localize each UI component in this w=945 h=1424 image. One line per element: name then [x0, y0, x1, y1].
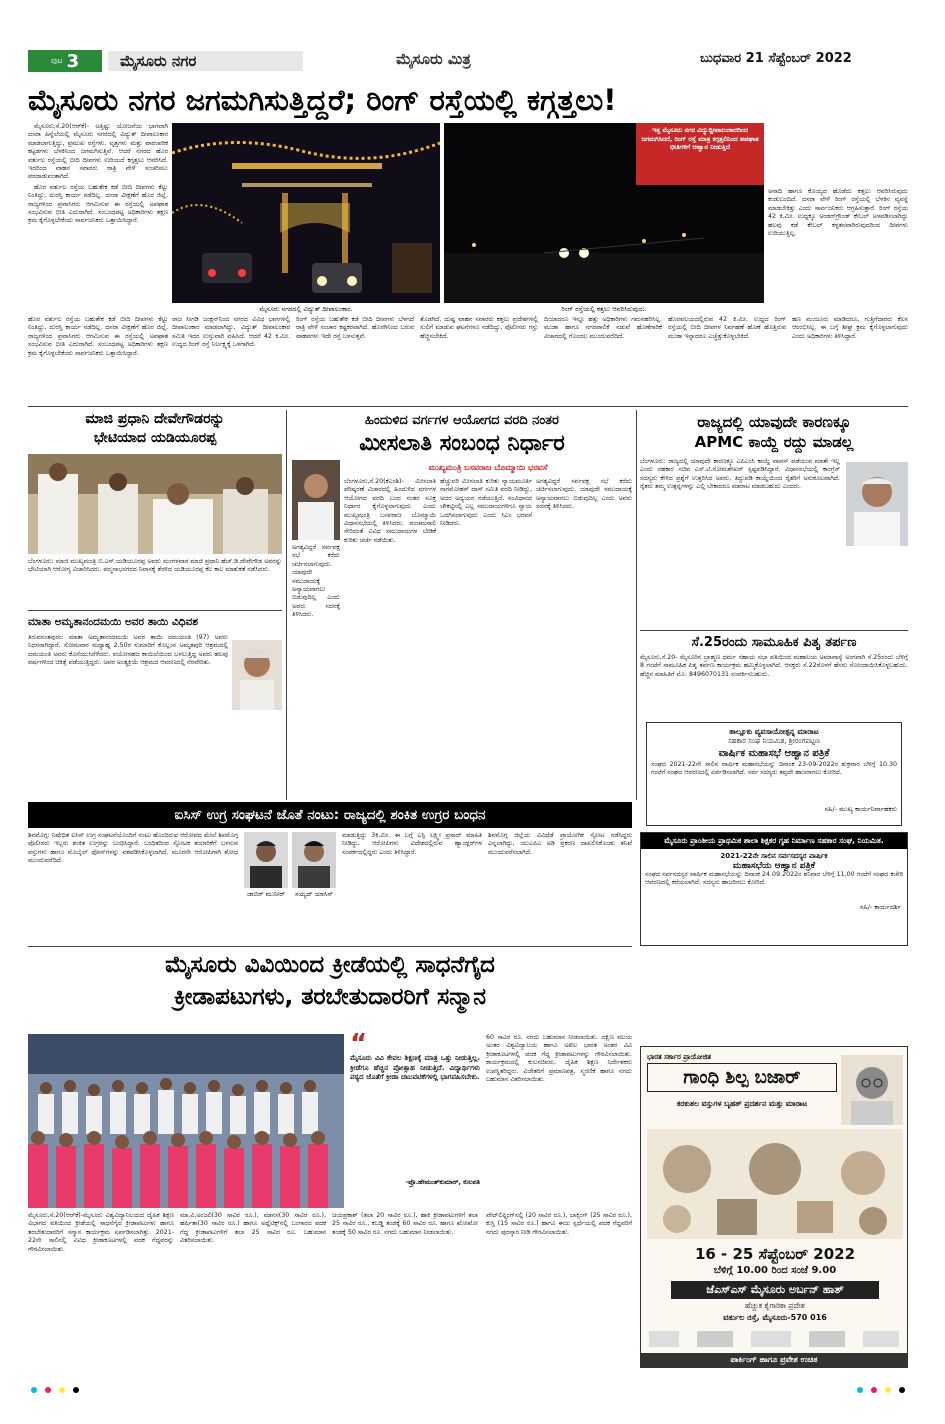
lead-photo-lights-caption: ಮೈಸೂರು ನಗರದಲ್ಲಿ ವಿದ್ಯುತ್ ದೀಪಾಲಂಕಾರ.: [259, 305, 353, 313]
obc-headline: ಮೀಸಲಾತಿ ಸಂಬಂಧ ನಿರ್ಧಾರ: [359, 431, 565, 456]
apmc-headline-2: APMC ಕಾಯ್ದೆ ರದ್ದು ಮಾಡಲ್ಲ: [694, 433, 854, 451]
lead-headline: ಮೈಸೂರು ನಗರ ಜಗಮಗಿಸುತ್ತಿದ್ದರೆ; ರಿಂಗ್ ರಸ್ತೆಯಲ್ಲಿ ಕಗ್ಗತ್ತಲು!: [28, 83, 617, 117]
yeddy-headline-2: ಭೇಟಿಯಾದ ಯಡಿಯೂರಪ್ಪ: [93, 430, 217, 446]
divider: [28, 610, 282, 611]
lead-col1: [28, 123, 168, 313]
isis-photo-1: [244, 832, 288, 888]
lead-col1-text: ಮೈಸೂರು,ಸೆ.20(ಆರ್‌ಕೆ)- ಅತ್ತಿಷ್ಟು ಯೋಜನೆಯ ಭಾಗವಾಗಿ ದಸರಾ ಹಿನ್ನೆಲೆಯಲ್ಲಿ ಮೈಸೂರು ನಗರದಲ್ಲಿ ವಿದ್ಯುತ್ ದೀಪಾಲಂಕಾರ ಮಾಡಲಾಗುತ್ತಿದ್ದು, ಪ್ರಮುಖ ರಸ್ತೆಗಳು, ವೃತ್ತಗಳು ಮತ್ತು ಪಾರಂಪರಿಕ ಕಟ್ಟಡಗಳು ಬೆಳಕಿನಿಂದ ಜಗಮಗಿಸುತ್ತಿವೆ. ಆದರೆ ನಗರದ ಹೊರ ವರ್ತುಲ ರಸ್ತೆಯಲ್ಲಿ ಬೀದಿ ದೀಪಗಳು ಉರಿಯದೆ ಕಗ್ಗತ್ತಲು ಆವರಿಸಿದೆ. ಇದರಿಂದ ವಾಹನ ಸವಾರರು ರಾತ್ರಿ ವೇಳೆ ಸಂಚರಿಸಲು ಪರದಾಡುವಂತಾಗಿದೆ.: [28, 123, 168, 181]
ad2-sub: 2021-22ನೇ ಸಾಲಿನ ಸರ್ವಸದಸ್ಯರ ವಾರ್ಷಿಕ: [720, 852, 828, 860]
obit-headline: ಮಾತಾ ಅಮೃತಾನಂದಮಯಿ ಅವರ ತಾಯಿ ವಿಧಿವಶ: [28, 616, 199, 628]
isis-col1: ಶಿವಮೊಗ್ಗ: ನಿಷೇಧಿತ ಐಸಿಸ್ ಉಗ್ರ ಸಂಘಟನೆಯೊಂದಿಗೆ ನಂಟು ಹೊಂದಿರುವ ಆರೋಪದ ಮೇಲೆ ಶಿವಮೊಗ್ಗ ಪೊಲೀಸರು ಇಬ್ಬರು ಶಂಕಿತ ಉಗ್ರರನ್ನು ಬಂಧಿಸಿದ್ದಾರೆ. ಬಂಧಿತರಿಂದ ಸ್ಫೋಟಕ ತಯಾರಿಕೆಗೆ ಬಳಸುವ ವಸ್ತುಗಳು ಹಾಗೂ ಮೊಬೈಲ್ ಫೋನ್‌ಗಳನ್ನು ವಶಪಡಿಸಿಕೊಳ್ಳಲಾಗಿದೆ. ಮೂರನೇ ಆರೋಪಿಗಾಗಿ ಶೋಧ ಮುಂದುವರೆದಿದೆ.: [28, 832, 238, 865]
portrait-image: [232, 640, 282, 710]
ad2-title: ಮೈಸೂರು ಪ್ರಾಂತೀಯ ಪ್ರಾಥಮಿಕ ಶಾಲಾ ಶಿಕ್ಷಕರ ಗೃಹ ನಿರ್ಮಾಣ ಸಹಕಾರ ಸಂಘ, ನಿಯಮಿತ.: [641, 833, 907, 849]
sports-col: ವೇಟ್‌ಲಿಫ್ಟಿಂಗ್‌ನಲ್ಲಿ (20 ಸಾವಿರ ರೂ.), ಬಾಕ್ಸಿಂಗ್ (25 ಸಾವಿರ ರೂ.), ಕುಸ್ತಿ (15 ಸಾವಿರ ರೂ.) ಹಾಗೂ ಈಜು ಸ್ಪರ್ಧೆಯಲ್ಲಿ ಪದಕ ಗೆದ್ದವರಿಗೆ ನಗದು ಪುರಸ್ಕಾರ ನೀಡಿ ಗೌರವಿಸಲಾಯಿತು.: [486, 1212, 632, 1236]
sports-col-right: 60 ಸಾವಿರ ರೂ. ನಗದು ಬಹುಮಾನ ನೀಡಲಾಯಿತು. ದಕ್ಷಿಣ ವಲಯ ಅಂತರ ವಿಶ್ವವಿದ್ಯಾಲಯ ಹಾಗೂ ಅಖಿಲ ಭಾರತ ಅಂತರ ವಿವಿ ಕ್ರೀಡಾಕೂಟಗಳಲ್ಲಿ ಪದಕ ಗೆದ್ದ ಕ್ರೀಡಾಪಟುಗಳನ್ನು ಗೌರವಿಸಲಾಯಿತು. ಕಾರ್ಯಕ್ರಮದಲ್ಲಿ ಕುಲಸಚಿವರು, ದೈಹಿಕ ಶಿಕ್ಷಣ ನಿರ್ದೇಶಕರು ಉಪಸ್ಥಿತರಿದ್ದರು. ವಿಜೇತರಿಗೆ ಪ್ರಮಾಣಪತ್ರ, ಸ್ಮರಣಿಕೆ ಹಾಗೂ ನಗದು ಬಹುಮಾನ ವಿತರಿಸಲಾಯಿತು.: [486, 1034, 632, 1084]
sports-photo: [28, 1034, 344, 1208]
illuminated-street-image: [172, 123, 440, 303]
isis-headline-bar: [28, 802, 632, 828]
page-label: ಪುಟ: [50, 56, 63, 65]
page-number: 3: [66, 50, 80, 72]
ad3-title: ಗಾಂಧಿ ಶಿಲ್ಪ ಬಜಾರ್: [647, 1063, 837, 1092]
divider: [640, 630, 908, 631]
gandhi-portrait-icon: [841, 1055, 903, 1125]
apmc-photo: [846, 462, 908, 546]
ad3-time: ಬೆಳಿಗ್ಗೆ 10.00 ರಿಂದ ಸಂಜೆ 9.00: [713, 1265, 837, 1276]
sports-quote-box: [350, 1029, 480, 1208]
ad3-dates: 16 - 25 ಸೆಪ್ಟೆಂಬರ್ 2022: [694, 1245, 856, 1263]
felicitation-group-image: [28, 1034, 344, 1208]
handicrafts-collage-image: [647, 1129, 903, 1239]
divider: [28, 406, 908, 407]
obit-body: ತಿರುವನಂತಪುರಂ: ಮಾತಾ ಅಮೃತಾನಂದಮಯಿ ಅವರ ತಾಯಿ ದಮಯಂತಿ (97) ಅವರು ನಿಧನರಾಗಿದ್ದಾರೆ. ಸೋಮವಾರ ಮಧ್ಯಾಹ್ನ 2.50ರ ಸುಮಾರಿಗೆ ಕೊಲ್ಲಂನ ಅಮೃತಪುರಿ ಆಶ್ರಮದಲ್ಲಿ ದಮಯಂತಿ ಅವರು ಕೊನೆಯುಸಿರೆಳೆದರು. ವಯೋಸಹಜ ಕಾಯಿಲೆಯಿಂದ ಬಳಲುತ್ತಿದ್ದ ಅವರು ಹಲವು ವರ್ಷಗಳಿಂದ ಚಿಕಿತ್ಸೆ ಪಡೆಯುತ್ತಿದ್ದರು. ಅವರ ಅಂತ್ಯಕ್ರಿಯೆ ಆಶ್ರಮದ ಆವರಣದಲ್ಲಿ ನೆರವೇರಿತು.: [28, 634, 228, 667]
obc-col1: ಬೆಂಗಳೂರು,ಸೆ.20(ಕೆಎಂಶಿ)- ಮೀಸಲಾತಿ ಪರಿಷ್ಕರಣೆ ವಿಚಾರದಲ್ಲಿ ಹಿಂದುಳಿದ ವರ್ಗಗಳ ಆಯೋಗದ ವರದಿ ಬಂದ ನಂತರ ಸೂಕ್ತ ನಿರ್ಧಾರ ಕೈಗೊಳ್ಳಲಾಗುವುದು ಎಂದು ಮುಖ್ಯಮಂತ್ರಿ ಬಸವರಾಜ ಬೊಮ್ಮಾಯಿ ವಿಧಾನಸಭೆಯಲ್ಲಿ ತಿಳಿಸಿದರು. ಪಂಚಮಸಾಲಿ ಸೇರಿದಂತೆ ವಿವಿಧ ಸಮುದಾಯಗಳ ಬೇಡಿಕೆ ಕುರಿತು ಚರ್ಚೆ ನಡೆಯಿತು.: [344, 478, 436, 544]
quote-mark-icon: “: [350, 1029, 368, 1059]
ad-agri-coop: [646, 722, 902, 826]
lead-col1-more: ಹೊರ ವರ್ತುಲ ರಸ್ತೆಯ ಬಹುತೇಕ ಕಡೆ ಬೀದಿ ದೀಪಗಳು ಕೆಟ್ಟು ನಿಂತಿದ್ದು, ದುರಸ್ತಿ ಕಾರ್ಯ ನಡೆದಿಲ್ಲ. ದಸರಾ ವೀಕ್ಷಣೆಗೆ ಹೊರ ಜಿಲ್ಲೆ, ರಾಜ್ಯಗಳಿಂದ ಪ್ರವಾಸಿಗರು ಆಗಮಿಸುವ ಈ ರಸ್ತೆಯಲ್ಲಿ ಅಪಘಾತ ಸಂಭವಿಸುವ ಭೀತಿ ಎದುರಾಗಿದೆ. ಸಂಬಂಧಪಟ್ಟ ಅಧಿಕಾರಿಗಳು ತಕ್ಷಣ ಕ್ರಮ ಕೈಗೊಳ್ಳಬೇಕೆಂದು ಸಾರ್ವಜನಿಕರು ಒತ್ತಾಯಿಸಿದ್ದಾರೆ.: [28, 183, 168, 225]
obit-photo: [232, 640, 282, 710]
yeddy-headline-1: ಮಾಜಿ ಪ್ರಧಾನಿ ದೇವೇಗೌಡರನ್ನು: [85, 411, 225, 427]
ad3-entry: ಹೆಚ್ಚುಕ ಕೈಗಾರಿಕಾ ಪ್ರದೇಶ: [744, 1301, 806, 1310]
section-name: ಮೈಸೂರು ನಗರ: [108, 51, 303, 71]
ad3-address: ವರ್ತುಲ ರಸ್ತೆ, ಮೈಸೂರು-570 016: [723, 1313, 827, 1322]
issue-date: ಬುಧವಾರ 21 ಸೆಪ್ಟೆಂಬರ್ 2022: [700, 51, 852, 66]
obc-col2: ಹೆಚ್ಚುವರಿ ಮೀಸಲಾತಿ ಕುರಿತು ನ್ಯಾಯಮೂರ್ತಿ ನಾಗಮೋಹನ್ ದಾಸ್ ಸಮಿತಿ ವರದಿ ನೀಡಿದ್ದು, ಅದರ ಅಧ್ಯಯನ ನಡೆಯುತ್ತಿದೆ. ಸಂವಿಧಾನದ ಚೌಕಟ್ಟಿನಲ್ಲಿ ಎಲ್ಲ ಸಮುದಾಯಗಳಿಗೂ ನ್ಯಾಯ ಒದಗಿಸಲಾಗುವುದು ಎಂದು ಸಿಎಂ ಭರವಸೆ ನೀಡಿದರು.: [440, 478, 532, 528]
sponsor-logos: [647, 1329, 903, 1349]
ad3-footer: ಪಾರ್ಕಿಂಗ್ ಹಾಗೂ ಪ್ರವೇಶ ಉಚಿತ: [641, 1353, 907, 1367]
apmc-headline-1: ರಾಜ್ಯದಲ್ಲಿ ಯಾವುದೇ ಕಾರಣಕ್ಕೂ: [697, 413, 851, 431]
obc-byline: ಮುಖ್ಯಮಂತ್ರಿ ಬಸವರಾಜ ಬೊಮ್ಮಾಯಿ ಭರವಸೆ: [428, 463, 548, 472]
tarpana-body: ಮೈಸೂರು,ಸೆ.20- ಮೈಸೂರಿನ ಬ್ರಾಹ್ಮಣ ಧರ್ಮ ಸಹಾಯ ಸಭಾ ವತಿಯಿಂದ ಮಹಾಲಯ ಅಮಾವಾಸ್ಯೆ ಅಂಗವಾಗಿ ಸೆ.25ರಂದು ಬೆಳಿಗ್ಗೆ 8 ಗಂಟೆಗೆ ಸಾಮೂಹಿಕ ಪಿತೃ ತರ್ಪಣ ಕಾರ್ಯಕ್ರಮ ಹಮ್ಮಿಕೊಳ್ಳಲಾಗಿದೆ. ಆಸಕ್ತರು ಸೆ.22ರೊಳಗೆ ಹೆಸರು ನೋಂದಾಯಿಸಿಕೊಳ್ಳಬಹುದು. ಹೆಚ್ಚಿನ ಮಾಹಿತಿಗೆ ಮೊ: 8496070131 ಸಂಪರ್ಕಿಸಬಹುದು.: [640, 654, 908, 678]
isis-col3: ಶಿವಮೊಗ್ಗ ಜಿಲ್ಲೆಯ ವಿವಿಧೆಡೆ ಪ್ರಾಯೋಗಿಕ ಸ್ಫೋಟ ನಡೆಸಿದ್ದರು ಎನ್ನಲಾಗಿದ್ದು, ಯುಎಪಿಎ ಅಡಿ ಪ್ರಕರಣ ದಾಖಲಿಸಿಕೊಂಡು ತನಿಖೆ ಮುಂದುವರೆಸಲಾಗಿದೆ.: [488, 832, 632, 856]
column-rule: [636, 410, 637, 800]
ad1-title: ವಾರ್ಷಿಕ ಮಹಾಸಭೆ ಆಹ್ವಾನ ಪತ್ರಿಕೆ: [718, 748, 830, 759]
sports-quote-author: -ಪ್ರೊ.ಹೇಮಂತ್‌ಕುಮಾರ್, ಕುಲಪತಿ: [405, 1178, 480, 1186]
ad2-body: ಸಂಘದ ಸರ್ವಸದಸ್ಯರ ವಾರ್ಷಿಕ ಮಹಾಸಭೆಯನ್ನು ದಿನಾಂಕ 24.09.2022ರ ಶನಿವಾರ ಬೆಳಿಗ್ಗೆ 11.00 ಗಂಟೆಗೆ ಸಂಘದ ಕಚೇರಿ ಆವರಣದಲ್ಲಿ ಕರೆಯಲಾಗಿದೆ. ಸದಸ್ಯರು ಹಾಜರಿರಲು ಕೋರಿದೆ.: [645, 871, 903, 887]
divider: [28, 946, 632, 947]
lead-bottom-col: ರಾಜ ಸೀಗಡಿ ಜಂಕ್ಷನ್‌ನಿಂದ ನಗರದ ವಿವಿಧ ಭಾಗಗಳಲ್ಲಿ ದೀಪಾಲಂಕಾರ ಮಾಡಲಾಗಿದ್ದು, ವಿದ್ಯುತ್ ದೀಪಾಲಂಕಾರ ಸಮಿತಿ ಇದರ ಉಸ್ತುವಾರಿ ವಹಿಸಿದೆ. ಆದರೆ 42 ಕಿ.ಮೀ. ಉದ್ದದ ರಿಂಗ್ ರಸ್ತೆ ನಿರ್ಲಕ್ಷ್ಯಕ್ಕೆ ಒಳಗಾಗಿದೆ.: [172, 316, 290, 349]
lead-photo-lights: [172, 123, 440, 303]
masthead: ಮೈಸೂರು ಮಿತ್ರ: [396, 50, 471, 68]
yeddy-photo: [28, 454, 282, 554]
isis-headline: ಐಸಿಸ್ ಉಗ್ರ ಸಂಘಟನೆ ಜೊತೆ ನಂಟು: ರಾಜ್ಯದಲ್ಲಿ ಶಂಕಿತ ಉಗ್ರರ ಬಂಧನ: [174, 807, 486, 823]
isis-photo-1-caption: ಜಾಬಿರ್ ಮುನೀರ್: [247, 890, 285, 898]
yeddy-body: ಬೆಂಗಳೂರು: ಮಾಜಿ ಮುಖ್ಯಮಂತ್ರಿ ಬಿ.ಎಸ್.ಯಡಿಯೂರಪ್ಪ ಅವರು ಮಂಗಳವಾರ ಮಾಜಿ ಪ್ರಧಾನಿ ಹೆಚ್.ಡಿ.ದೇವೇಗೌಡ ಅವರನ್ನು ಭೇಟಿಯಾಗಿ ಆರೋಗ್ಯ ವಿಚಾರಿಸಿದರು. ಪದ್ಮನಾಭನಗರದ ನಿವಾಸಕ್ಕೆ ತೆರಳಿದ ಯಡಿಯೂರಪ್ಪ ಕೆಲ ಕಾಲ ಮಾತುಕತೆ ನಡೆಸಿದರು.: [28, 558, 282, 574]
chief-minister-portrait: [292, 460, 340, 540]
sports-col: ಮೈಸೂರು,ಸೆ.20(ಆರ್‌ಕೆ)-ಮೈಸೂರು ವಿಶ್ವವಿದ್ಯಾನಿಲಯದ ದೈಹಿಕ ಶಿಕ್ಷಣ ವಿಭಾಗದ ವತಿಯಿಂದ ಕ್ರೀಡೆಯಲ್ಲಿ ಸಾಧನೆಗೈದ ಕ್ರೀಡಾಪಟುಗಳು ಹಾಗೂ ತರಬೇತುದಾರರಿಗೆ ಸನ್ಮಾನ ಕಾರ್ಯಕ್ರಮ ಏರ್ಪಡಿಸಲಾಗಿತ್ತು. 2021-22ನೇ ಸಾಲಿನಲ್ಲಿ ವಿವಿಧ ಕ್ರೀಡಾಕೂಟಗಳಲ್ಲಿ ಪದಕ ಗೆದ್ದವರನ್ನು ಗೌರವಿಸಲಾಯಿತು.: [28, 1212, 174, 1253]
sports-quote: ಮೈಸೂರು ವಿವಿ ಕೇವಲ ಶಿಕ್ಷಣಕ್ಕೆ ಮಾತ್ರ ಒತ್ತು ನೀಡುತ್ತಿಲ್ಲ. ಕ್ರೀಡೆಗೂ ಹೆಚ್ಚಿನ ಪ್ರೋತ್ಸಾಹ ನೀಡುತ್ತಿದೆ. ವಿದ್ಯಾರ್ಥಿಗಳು ಪಠ್ಯದ ಜೊತೆಗೆ ಕ್ರೀಡಾ ಚಟುವಟಿಕೆಗಳಲ್ಲಿ ಭಾಗವಹಿಸಬೇಕು.: [350, 1054, 480, 1081]
tarpana-headline: ಸೆ.25ರಂದು ಸಾಮೂಹಿಕ ಪಿತೃ ತರ್ಪಣ: [691, 635, 857, 650]
isis-col2: ಮಾಡುತ್ತಿದ್ದು 3ಕಿ.ಮೀ. ಈ ಬಗ್ಗೆ ಎಸ್ಪಿ ಲಕ್ಷ್ಮೀ ಪ್ರಸಾದ್ ಮಾಹಿತಿ ನೀಡಿದ್ದು, ಆರೋಪಿಗಳು ವಿದೇಶದಲ್ಲಿರುವ ಹ್ಯಾಂಡ್ಲರ್‌ಗಳ ಸಂಪರ್ಕದಲ್ಲಿದ್ದರು ಎಂದು ತಿಳಿಸಿದ್ದಾರೆ.: [342, 832, 482, 856]
ad1-sign: ಸಹಿ/- ಮುಖ್ಯ ಕಾರ್ಯನಿರ್ವಾಹಕರು: [824, 805, 897, 813]
meeting-photo-image: [28, 454, 282, 554]
ad2-sign: ಸಹಿ/- ಕಾರ್ಯದರ್ಶಿ: [859, 903, 901, 911]
column-rule: [286, 410, 287, 800]
minister-portrait: [846, 462, 908, 546]
lead-col1-bottom: ಹೊರ ವರ್ತುಲ ರಸ್ತೆಯ ಬಹುತೇಕ ಕಡೆ ಬೀದಿ ದೀಪಗಳು ಕೆಟ್ಟು ನಿಂತಿದ್ದು, ದುರಸ್ತಿ ಕಾರ್ಯ ನಡೆದಿಲ್ಲ. ದಸರಾ ವೀಕ್ಷಣೆಗೆ ಹೊರ ಜಿಲ್ಲೆ, ರಾಜ್ಯಗಳಿಂದ ಪ್ರವಾಸಿಗರು ಆಗಮಿಸುವ ಈ ರಸ್ತೆಯಲ್ಲಿ ಅಪಘಾತ ಸಂಭವಿಸುವ ಭೀತಿ ಎದುರಾಗಿದೆ. ಸಂಬಂಧಪಟ್ಟ ಅಧಿಕಾರಿಗಳು ತಕ್ಷಣ ಕ್ರಮ ಕೈಗೊಳ್ಳಬೇಕೆಂದು ಸಾರ್ವಜನಿಕರು ಒತ್ತಾಯಿಸಿದ್ದಾರೆ.: [28, 316, 168, 357]
page-header: [28, 48, 908, 74]
lead-bottom-col: ಹೊರವಲಯದಲ್ಲಿರುವ 42 ಕಿ.ಮೀ. ಉದ್ದದ ರಿಂಗ್ ರಸ್ತೆಯಲ್ಲಿ ಬೀದಿ ದೀಪಗಳ ನಿರ್ವಹಣೆ ಹೊಣೆ ಹೊತ್ತಿರುವ ಮುಡಾ ಇನ್ನಾದರೂ ಎಚ್ಚೆತ್ತುಕೊಳ್ಳಬೇಕಿದೆ.: [668, 316, 786, 340]
lead-bottom-col: ಹಣ ಮಂಜೂರು ಮಾಡಿದರೂ, ಗುತ್ತಿಗೆದಾರರು ಕೆಲಸ ಆರಂಭಿಸಿಲ್ಲ. ಈ ಬಗ್ಗೆ ಶೀಘ್ರ ಕ್ರಮ ಕೈಗೊಳ್ಳಲಾಗುವುದು ಎಂದು ಅಧಿಕಾರಿಗಳು ತಿಳಿಸಿದ್ದಾರೆ.: [792, 316, 908, 340]
isis-photo-2-caption: ಸಯ್ಯದ್ ಯಾಸಿನ್: [294, 890, 334, 898]
sports-col: ಮಾ.ವಿ.ಅಂಜಲಿ(30 ಸಾವಿರ ರೂ.), ಮಾನಸ(30 ಸಾವಿರ ರೂ.), ಹರ್ಷಿತಾ(30 ಸಾವಿರ ರೂ.) ಹಾಗೂ ಅಥ್ಲೆಟಿಕ್ಸ್‌ನಲ್ಲಿ ಬಂಗಾರದ ಪದಕ ಗೆದ್ದ ಕ್ರೀಡಾಪಟುಗಳಿಗೆ ತಲಾ 25 ಸಾವಿರ ರೂ. ಬಹುಮಾನ ವಿತರಿಸಲಾಯಿತು.: [180, 1212, 326, 1245]
obc-col0: ಅಗತ್ಯವಿದ್ದರೆ ಸರ್ವಪಕ್ಷ ಸಭೆ ಕರೆದು ಚರ್ಚಿಸಲಾಗುವುದು. ಯಾವುದೇ ಸಮುದಾಯಕ್ಕೆ ಅನ್ಯಾಯವಾಗಲು ಬಿಡುವುದಿಲ್ಲ ಎಂದು ಅವರು ಸದನಕ್ಕೆ ತಿಳಿಸಿದರು.: [292, 544, 340, 619]
lead-right-col: ಅನಾದಿ ಹಾಗೂ ಕೊಯ್ಯದ ಹೊಡೆದು ಕತ್ತಲು ಆವರಿಸಿರುವುದು ಕಂಡುಬಂದಿದೆ. ದಸರಾ ವೇಳೆ ರಿಂಗ್ ರಸ್ತೆಯಲ್ಲಿ ಬೆಳಕಿನ ವ್ಯವಸ್ಥೆ ಮಾಡಬೇಕಿತ್ತು ಎಂದು ಸಾರ್ವಜನಿಕರು ಆಗ್ರಹಿಸುತ್ತಾರೆ. ರಿಂಗ್ ರಸ್ತೆಯ 42 ಕಿ.ಮೀ. ಉದ್ದಕ್ಕೂ ಅಂಡರ್‌ಗ್ರೌಂಡ್ ಕೇಬಲ್ ಅಳವಡಿಸಲಾಗಿದ್ದು ಹಲವು ಕಡೆ ಕೇಬಲ್ ಕಳ್ಳತನವಾಗಿರುವುದರಿಂದ ದೀಪಗಳು ಉರಿಯುತ್ತಿಲ್ಲ.: [768, 188, 908, 238]
lead-bottom-col: ರಿಂಗ್ ರಸ್ತೆಯ ಬಹುತೇಕ ಕಡೆ ಬೀದಿ ದೀಪಗಳು ಬೆಳಗದೆ ರಾತ್ರಿ ವೇಳೆ ಸಂಚಾರ ಕಷ್ಟಕರವಾಗಿದೆ. ಹೊರಗಿನಿಂದ ಬರುವ ವಾಹನಗಳು ಇದೇ ರಸ್ತೆ ಬಳಸುತ್ತವೆ.: [296, 316, 414, 340]
sports-col: ಜಯಪ್ರಕಾಶ್ (ತಲಾ 20 ಸಾವಿರ ರೂ.), ಹಾಕಿ ಕ್ರೀಡಾಪಟುಗಳಿಗೆ ತಲಾ 25 ಸಾವಿರ ರೂ., ಕಬಡ್ಡಿ ತಂಡಕ್ಕೆ 60 ಸಾವಿರ ರೂ. ಹಾಗೂ ಖೋಖೋ ತಂಡಕ್ಕೆ 50 ಸಾವಿರ ರೂ. ನಗದು ಬಹುಮಾನ ನೀಡಲಾಯಿತು.: [332, 1212, 478, 1236]
lead-bottom-col: ತೊಡಗಿದೆ. ದುಷ್ಟ ವಾಹನ ಸವಾರರು ಕತ್ತಲು ಪ್ರದೇಶಗಳಲ್ಲಿ ಸುಲಿಗೆ ಮಾಡುವ ಘಟನೆಗಳೂ ನಡೆದಿದ್ದು, ಪೊಲೀಸರು ಗಸ್ತು ಹೆಚ್ಚಿಸಬೇಕಿದೆ.: [420, 316, 538, 340]
ad-gandhi-shilp-bazaar: [640, 1046, 908, 1368]
isis-photo-2: [292, 832, 336, 888]
obc-col3: ಅಗತ್ಯವಿದ್ದರೆ ಸರ್ವಪಕ್ಷ ಸಭೆ ಕರೆದು ಚರ್ಚಿಸಲಾಗುವುದು. ಯಾವುದೇ ಸಮುದಾಯಕ್ಕೆ ಅನ್ಯಾಯವಾಗಲು ಬಿಡುವುದಿಲ್ಲ ಎಂದು ಅವರು ಸದನಕ್ಕೆ ತಿಳಿಸಿದರು.: [536, 478, 632, 511]
yeddy-headline-box: [28, 410, 282, 450]
lead-bottom-col: ದಿಯಾದರೂ ಇನ್ನೂ ಹತ್ತು ಅಧಿಕಾರಿಗಳು ಗಮನಹರಿಸಿಲ್ಲ. ಮುಡಾ ಹಾಗೂ ನಗರಪಾಲಿಕೆ ನಡುವೆ ಹೊಣೆಗಾರಿಕೆ ವಿಚಾರದಲ್ಲಿ ಗೊಂದಲ ಮುಂದುವರೆದಿದೆ.: [544, 316, 662, 340]
apmc-body: ಬೆಂಗಳೂರು: ರಾಜ್ಯದಲ್ಲಿ ಯಾವುದೇ ಕಾರಣಕ್ಕೂ ಎಪಿಎಂಸಿ ಕಾಯ್ದೆ ವಾಪಸ್ ಪಡೆಯುವ ಮಾತೇ ಇಲ್ಲ ಎಂದು ಸಹಕಾರ ಸಚಿವ ಎಸ್.ಟಿ.ಸೋಮಶೇಖರ್ ಸ್ಪಷ್ಟಪಡಿಸಿದ್ದಾರೆ. ವಿಧಾನಸಭೆಯಲ್ಲಿ ಕಾಂಗ್ರೆಸ್ ಸದಸ್ಯರು ಕೇಳಿದ ಪ್ರಶ್ನೆಗೆ ಉತ್ತರಿಸಿದ ಅವರು, ತಿದ್ದುಪಡಿ ಕಾಯ್ದೆಯಿಂದ ರೈತರಿಗೆ ಅನುಕೂಲವಾಗಿದೆ. ರೈತರು ತಮ್ಮ ಉತ್ಪನ್ನಗಳನ್ನು ಎಲ್ಲಿ ಬೇಕಾದರೂ ಮಾರಾಟ ಮಾಡಬಹುದು ಎಂದರು.: [640, 458, 840, 491]
ad1-line1: ತಾಲ್ಲೂಕು ವ್ಯವಸಾಯೋತ್ಪನ್ನ ಮಾರಾಟ: [729, 727, 819, 736]
obc-kicker: ಹಿಂದುಳಿದ ವರ್ಗಗಳ ಆಯೋಗದ ವರದಿ ನಂತರ: [365, 413, 559, 428]
ad3-top: ಭಾರತ ಸರ್ಕಾರ ಪ್ರಾಯೋಜಿತ: [647, 1053, 711, 1061]
ad1-line2: ಸಹಕಾರ ಸಂಘ ನಿಯಮಿತ, ಶ್ರೀರಂಗಪಟ್ಟಣ: [728, 737, 820, 745]
lead-callout: ಇತ್ತ ಮೈಸೂರು ನಗರ ವಿದ್ಯುದ್ದೀಪಾಲಂಕಾರದಿಂದ ಜಗಮಗಿಸಿದರೆ, ರಿಂಗ್ ರಸ್ತೆ ಮಾತ್ರ ಕಗ್ಗತ್ತಲಿನಿಂದ ಅಪಘಾತ ಭೀತಿಗಳಿಗೆ ಆಹ್ವಾನ ನೀಡುತ್ತಿದೆ: [636, 123, 764, 185]
lead-bottom-columns: [172, 316, 908, 402]
ad3-venue: ಜೆಎಸ್‌ಎಸ್ ಮೈಸೂರು ಅರ್ಬನ್ ಹಾತ್: [671, 1281, 879, 1299]
sports-headline-2: ಕ್ರೀಡಾಪಟುಗಳು, ತರಬೇತುದಾರರಿಗೆ ಸನ್ಮಾನ: [174, 984, 486, 1010]
lead-photo-dark: [444, 123, 764, 303]
ad1-body: ಸಂಘದ 2021-22ನೇ ಸಾಲಿನ ವಾರ್ಷಿಕ ಮಹಾಸಭೆಯನ್ನು ದಿನಾಂಕ 23-09-2022ರ ಶುಕ್ರವಾರ ಬೆಳಿಗ್ಗೆ 10.30 ಗಂಟೆಗೆ ಸಂಘದ ಆವರಣದಲ್ಲಿ ಏರ್ಪಡಿಸಲಾಗಿದೆ. ಸರ್ವ ಸದಸ್ಯರು ತಪ್ಪದೇ ಹಾಜರಾಗಲು ಕೋರಿದೆ.: [651, 761, 897, 777]
suspect-portrait-2: [292, 832, 336, 888]
registration-marks: [28, 1380, 908, 1390]
ad-teachers-coop: [640, 832, 908, 946]
suspect-portrait-1: [244, 832, 288, 888]
ad3-sub: ಕರಕುಶಲ ವಸ್ತುಗಳ ಬೃಹತ್ ಪ್ರದರ್ಶನ ಮತ್ತು ಮಾರಾಟ: [676, 1099, 808, 1108]
page-number-tab: [28, 50, 102, 72]
ad2-title2: ಮಹಾಸಭೆಯ ಆಹ್ವಾನ ಪತ್ರಿಕೆ: [732, 861, 816, 871]
sports-headline-1: ಮೈಸೂರು ವಿವಿಯಿಂದ ಕ್ರೀಡೆಯಲ್ಲಿ ಸಾಧನೆಗೈದ: [165, 952, 495, 978]
lead-photo-dark-caption: ರಿಂಗ್ ರಸ್ತೆಯಲ್ಲಿ ಕತ್ತಲು ಆವರಿಸಿರುವುದು.: [561, 305, 647, 313]
obc-photo: [292, 460, 340, 540]
